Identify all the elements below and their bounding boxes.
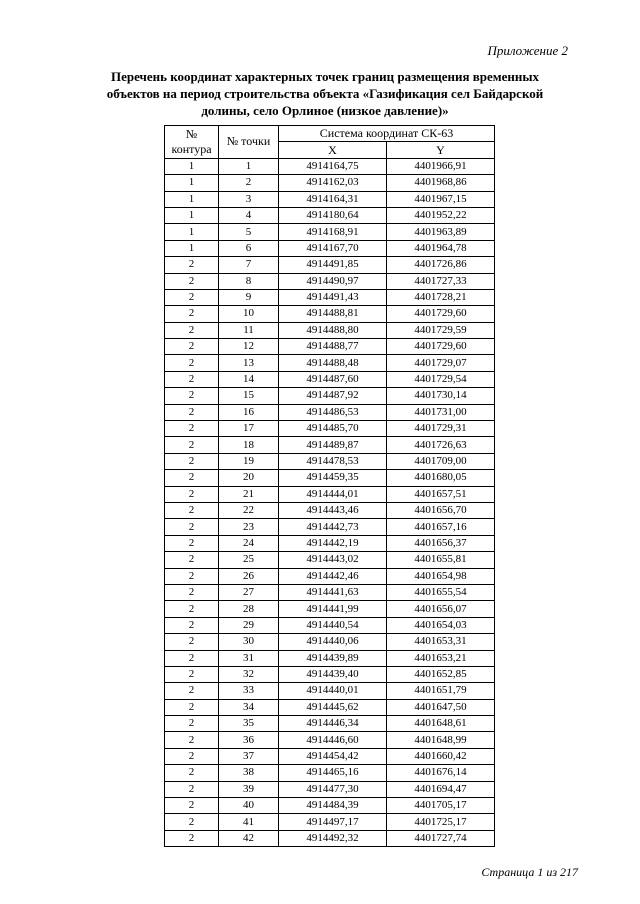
- y-cell: 4401731,00: [387, 404, 495, 420]
- contour-cell: 2: [165, 388, 219, 404]
- point-cell: 21: [219, 486, 279, 502]
- contour-cell: 2: [165, 371, 219, 387]
- y-cell: 4401655,81: [387, 552, 495, 568]
- point-cell: 20: [219, 470, 279, 486]
- contour-cell: 2: [165, 634, 219, 650]
- x-cell: 4914164,75: [279, 158, 387, 174]
- x-cell: 4914440,06: [279, 634, 387, 650]
- y-cell: 4401656,37: [387, 535, 495, 551]
- x-cell: 4914484,39: [279, 798, 387, 814]
- point-cell: 25: [219, 552, 279, 568]
- table-row: [165, 470, 495, 486]
- table-row: [165, 830, 495, 846]
- point-cell: 36: [219, 732, 279, 748]
- x-cell: 4914446,34: [279, 716, 387, 732]
- table-row: [165, 814, 495, 830]
- point-cell: 30: [219, 634, 279, 650]
- x-cell: 4914164,31: [279, 191, 387, 207]
- contour-cell: 2: [165, 732, 219, 748]
- y-cell: 4401651,79: [387, 683, 495, 699]
- y-cell: 4401647,50: [387, 699, 495, 715]
- table-row: [165, 502, 495, 518]
- x-cell: 4914446,60: [279, 732, 387, 748]
- x-cell: 4914490,97: [279, 273, 387, 289]
- header-x: X: [279, 142, 387, 158]
- table-row: [165, 322, 495, 338]
- table-row: [165, 453, 495, 469]
- point-cell: 42: [219, 830, 279, 846]
- point-cell: 7: [219, 257, 279, 273]
- y-cell: 4401729,31: [387, 421, 495, 437]
- point-cell: 5: [219, 224, 279, 240]
- x-cell: 4914487,92: [279, 388, 387, 404]
- x-cell: 4914488,80: [279, 322, 387, 338]
- contour-cell: 2: [165, 486, 219, 502]
- x-cell: 4914439,40: [279, 666, 387, 682]
- point-cell: 27: [219, 584, 279, 600]
- point-cell: 33: [219, 683, 279, 699]
- table-row: [165, 699, 495, 715]
- table-row: [165, 634, 495, 650]
- x-cell: 4914442,73: [279, 519, 387, 535]
- x-cell: 4914488,77: [279, 339, 387, 355]
- contour-cell: 2: [165, 519, 219, 535]
- y-cell: 4401653,31: [387, 634, 495, 650]
- point-cell: 6: [219, 240, 279, 256]
- x-cell: 4914497,17: [279, 814, 387, 830]
- y-cell: 4401952,22: [387, 207, 495, 223]
- point-cell: 8: [219, 273, 279, 289]
- page-number: Страница 1 из 217: [481, 865, 578, 879]
- contour-cell: 2: [165, 355, 219, 371]
- table-row: [165, 158, 495, 174]
- contour-cell: 2: [165, 650, 219, 666]
- table-row: [165, 666, 495, 682]
- contour-cell: 1: [165, 191, 219, 207]
- point-cell: 38: [219, 765, 279, 781]
- y-cell: 4401730,14: [387, 388, 495, 404]
- table-row: [165, 584, 495, 600]
- point-cell: 32: [219, 666, 279, 682]
- contour-cell: 2: [165, 502, 219, 518]
- header-coordinate-system: Система координат СК-63: [279, 126, 495, 142]
- x-cell: 4914441,99: [279, 601, 387, 617]
- y-cell: 4401654,98: [387, 568, 495, 584]
- contour-cell: 1: [165, 240, 219, 256]
- point-cell: 41: [219, 814, 279, 830]
- table-row: [165, 748, 495, 764]
- y-cell: 4401967,15: [387, 191, 495, 207]
- point-cell: 14: [219, 371, 279, 387]
- y-cell: 4401652,85: [387, 666, 495, 682]
- contour-cell: 2: [165, 404, 219, 420]
- contour-cell: 2: [165, 339, 219, 355]
- x-cell: 4914488,48: [279, 355, 387, 371]
- table-row: [165, 683, 495, 699]
- point-cell: 29: [219, 617, 279, 633]
- x-cell: 4914444,01: [279, 486, 387, 502]
- x-cell: 4914465,16: [279, 765, 387, 781]
- point-cell: 12: [219, 339, 279, 355]
- contour-cell: 2: [165, 798, 219, 814]
- table-row: [165, 306, 495, 322]
- contour-cell: 2: [165, 748, 219, 764]
- table-row: [165, 240, 495, 256]
- point-cell: 16: [219, 404, 279, 420]
- x-cell: 4914489,87: [279, 437, 387, 453]
- point-cell: 17: [219, 421, 279, 437]
- x-cell: 4914486,53: [279, 404, 387, 420]
- point-cell: 35: [219, 716, 279, 732]
- coordinates-table: [164, 125, 495, 847]
- table-row: [165, 437, 495, 453]
- table-row: [165, 798, 495, 814]
- y-cell: 4401726,86: [387, 257, 495, 273]
- y-cell: 4401726,63: [387, 437, 495, 453]
- y-cell: 4401728,21: [387, 289, 495, 305]
- x-cell: 4914442,46: [279, 568, 387, 584]
- y-cell: 4401968,86: [387, 175, 495, 191]
- x-cell: 4914492,32: [279, 830, 387, 846]
- contour-cell: 2: [165, 322, 219, 338]
- point-cell: 37: [219, 748, 279, 764]
- y-cell: 4401729,60: [387, 339, 495, 355]
- contour-cell: 2: [165, 568, 219, 584]
- point-cell: 34: [219, 699, 279, 715]
- contour-cell: 2: [165, 699, 219, 715]
- y-cell: 4401660,42: [387, 748, 495, 764]
- contour-cell: 2: [165, 421, 219, 437]
- y-cell: 4401727,33: [387, 273, 495, 289]
- header-y: Y: [387, 142, 495, 158]
- y-cell: 4401655,54: [387, 584, 495, 600]
- table-row: [165, 617, 495, 633]
- table-row: [165, 552, 495, 568]
- contour-cell: 2: [165, 535, 219, 551]
- x-cell: 4914478,53: [279, 453, 387, 469]
- x-cell: 4914442,19: [279, 535, 387, 551]
- point-cell: 15: [219, 388, 279, 404]
- y-cell: 4401729,60: [387, 306, 495, 322]
- y-cell: 4401656,07: [387, 601, 495, 617]
- point-cell: 22: [219, 502, 279, 518]
- x-cell: 4914487,60: [279, 371, 387, 387]
- x-cell: 4914441,63: [279, 584, 387, 600]
- contour-cell: 2: [165, 716, 219, 732]
- x-cell: 4914167,70: [279, 240, 387, 256]
- x-cell: 4914485,70: [279, 421, 387, 437]
- point-cell: 11: [219, 322, 279, 338]
- table-row: [165, 289, 495, 305]
- contour-cell: 2: [165, 617, 219, 633]
- table-row: [165, 257, 495, 273]
- table-row: [165, 388, 495, 404]
- point-cell: 4: [219, 207, 279, 223]
- y-cell: 4401709,00: [387, 453, 495, 469]
- y-cell: 4401654,03: [387, 617, 495, 633]
- point-cell: 19: [219, 453, 279, 469]
- table-row: [165, 191, 495, 207]
- table-row: [165, 404, 495, 420]
- table-row: [165, 371, 495, 387]
- contour-cell: 2: [165, 437, 219, 453]
- contour-cell: 2: [165, 552, 219, 568]
- y-cell: 4401729,07: [387, 355, 495, 371]
- contour-cell: 2: [165, 257, 219, 273]
- y-cell: 4401963,89: [387, 224, 495, 240]
- y-cell: 4401966,91: [387, 158, 495, 174]
- contour-cell: 2: [165, 765, 219, 781]
- title-line: долины, село Орлиное (низкое давление)»: [201, 103, 449, 118]
- point-cell: 2: [219, 175, 279, 191]
- x-cell: 4914162,03: [279, 175, 387, 191]
- y-cell: 4401705,17: [387, 798, 495, 814]
- contour-cell: 2: [165, 470, 219, 486]
- x-cell: 4914491,43: [279, 289, 387, 305]
- contour-cell: 2: [165, 289, 219, 305]
- point-cell: 28: [219, 601, 279, 617]
- table-row: [165, 568, 495, 584]
- x-cell: 4914445,62: [279, 699, 387, 715]
- point-cell: 13: [219, 355, 279, 371]
- point-cell: 23: [219, 519, 279, 535]
- contour-cell: 2: [165, 666, 219, 682]
- point-cell: 39: [219, 781, 279, 797]
- x-cell: 4914439,89: [279, 650, 387, 666]
- x-cell: 4914454,42: [279, 748, 387, 764]
- x-cell: 4914459,35: [279, 470, 387, 486]
- table-row: [165, 716, 495, 732]
- y-cell: 4401657,16: [387, 519, 495, 535]
- title-line: Перечень координат характерных точек границ размещения временных: [110, 69, 540, 84]
- point-cell: 18: [219, 437, 279, 453]
- x-cell: 4914440,54: [279, 617, 387, 633]
- point-cell: 40: [219, 798, 279, 814]
- point-cell: 1: [219, 158, 279, 174]
- point-cell: 24: [219, 535, 279, 551]
- y-cell: 4401676,14: [387, 765, 495, 781]
- contour-cell: 2: [165, 453, 219, 469]
- contour-cell: 2: [165, 601, 219, 617]
- point-cell: 9: [219, 289, 279, 305]
- contour-cell: 1: [165, 224, 219, 240]
- y-cell: 4401653,21: [387, 650, 495, 666]
- table-row: [165, 421, 495, 437]
- table-row: [165, 765, 495, 781]
- document-title: [90, 68, 560, 119]
- table-row: [165, 486, 495, 502]
- x-cell: 4914488,81: [279, 306, 387, 322]
- contour-cell: 2: [165, 830, 219, 846]
- point-cell: 3: [219, 191, 279, 207]
- contour-cell: 2: [165, 306, 219, 322]
- appendix-label: Приложение 2: [487, 43, 568, 58]
- table-row: [165, 355, 495, 371]
- y-cell: 4401657,51: [387, 486, 495, 502]
- table-row: [165, 650, 495, 666]
- x-cell: 4914443,02: [279, 552, 387, 568]
- title-line: объектов на период строительства объекта «Газификация сел Байдарской: [106, 86, 544, 101]
- contour-cell: 2: [165, 683, 219, 699]
- x-cell: 4914443,46: [279, 502, 387, 518]
- table-row: [165, 601, 495, 617]
- header-point: № точки: [219, 126, 279, 159]
- contour-cell: 2: [165, 584, 219, 600]
- y-cell: 4401727,74: [387, 830, 495, 846]
- x-cell: 4914168,91: [279, 224, 387, 240]
- y-cell: 4401725,17: [387, 814, 495, 830]
- contour-cell: 2: [165, 814, 219, 830]
- x-cell: 4914440,01: [279, 683, 387, 699]
- y-cell: 4401729,54: [387, 371, 495, 387]
- table-row: [165, 535, 495, 551]
- contour-cell: 2: [165, 273, 219, 289]
- contour-cell: 2: [165, 781, 219, 797]
- table-row: [165, 273, 495, 289]
- y-cell: 4401964,78: [387, 240, 495, 256]
- y-cell: 4401648,99: [387, 732, 495, 748]
- table-row: [165, 175, 495, 191]
- table-body: [165, 158, 495, 846]
- x-cell: 4914491,85: [279, 257, 387, 273]
- x-cell: 4914180,64: [279, 207, 387, 223]
- point-cell: 31: [219, 650, 279, 666]
- table-row: [165, 224, 495, 240]
- table-row: [165, 339, 495, 355]
- header-contour: № контура: [165, 126, 219, 159]
- x-cell: 4914477,30: [279, 781, 387, 797]
- point-cell: 26: [219, 568, 279, 584]
- y-cell: 4401648,61: [387, 716, 495, 732]
- table-row: [165, 781, 495, 797]
- y-cell: 4401729,59: [387, 322, 495, 338]
- contour-cell: 1: [165, 175, 219, 191]
- contour-cell: 1: [165, 158, 219, 174]
- table-row: [165, 732, 495, 748]
- y-cell: 4401656,70: [387, 502, 495, 518]
- table-row: [165, 207, 495, 223]
- point-cell: 10: [219, 306, 279, 322]
- table-row: [165, 519, 495, 535]
- y-cell: 4401694,47: [387, 781, 495, 797]
- y-cell: 4401680,05: [387, 470, 495, 486]
- contour-cell: 1: [165, 207, 219, 223]
